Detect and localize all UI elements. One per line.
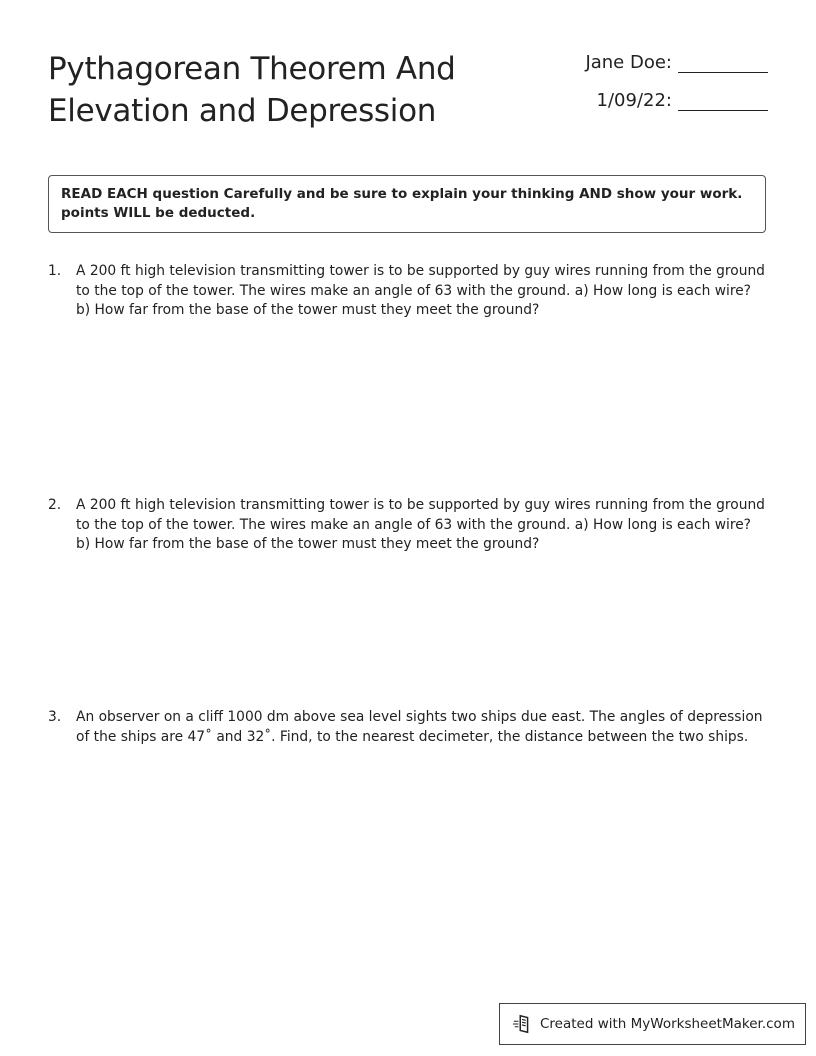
footer-credit-label: Created with MyWorksheetMaker.com [540, 1016, 795, 1032]
name-blank-line [678, 52, 768, 73]
question-1 [48, 262, 768, 321]
question-3 [48, 708, 768, 747]
page-title [48, 48, 548, 132]
question-2 [48, 496, 768, 555]
question-number: 1. [48, 263, 62, 279]
instructions-box [48, 175, 766, 233]
name-field [585, 52, 768, 73]
question-text: A 200 ft high television transmitting tower is to be supported by guy wires running from the ground to the top of the tower. The wires make an angle of 63 with the ground. a) How long is each wire? b) How far from the base of the tower must they meet the ground? [76, 263, 765, 318]
footer-credit-badge[interactable] [499, 1003, 806, 1045]
date-blank-line [678, 90, 768, 111]
question-text: An observer on a cliff 1000 dm above sea level sights two ships due east. The angles of depression of the ships are 47˚ and 32˚. Find, to the nearest decimeter, the distance between the two ships. [76, 709, 763, 745]
title-line-2: Elevation and Depression [48, 93, 437, 129]
worksheet-maker-logo-icon [512, 1013, 534, 1035]
instructions-text: READ EACH question Carefully and be sure to explain your thinking AND show your work. points WILL be deducted. [61, 186, 743, 221]
question-number: 3. [48, 709, 62, 725]
question-number: 2. [48, 497, 62, 513]
title-line-1: Pythagorean Theorem And [48, 51, 456, 87]
date-label: 1/09/22: [596, 90, 672, 111]
question-text: A 200 ft high television transmitting tower is to be supported by guy wires running from the ground to the top of the tower. The wires make an angle of 63 with the ground. a) How long is each wire? b) How far from the base of the tower must they meet the ground? [76, 497, 765, 552]
date-field [597, 90, 768, 111]
name-label: Jane Doe: [585, 52, 672, 73]
